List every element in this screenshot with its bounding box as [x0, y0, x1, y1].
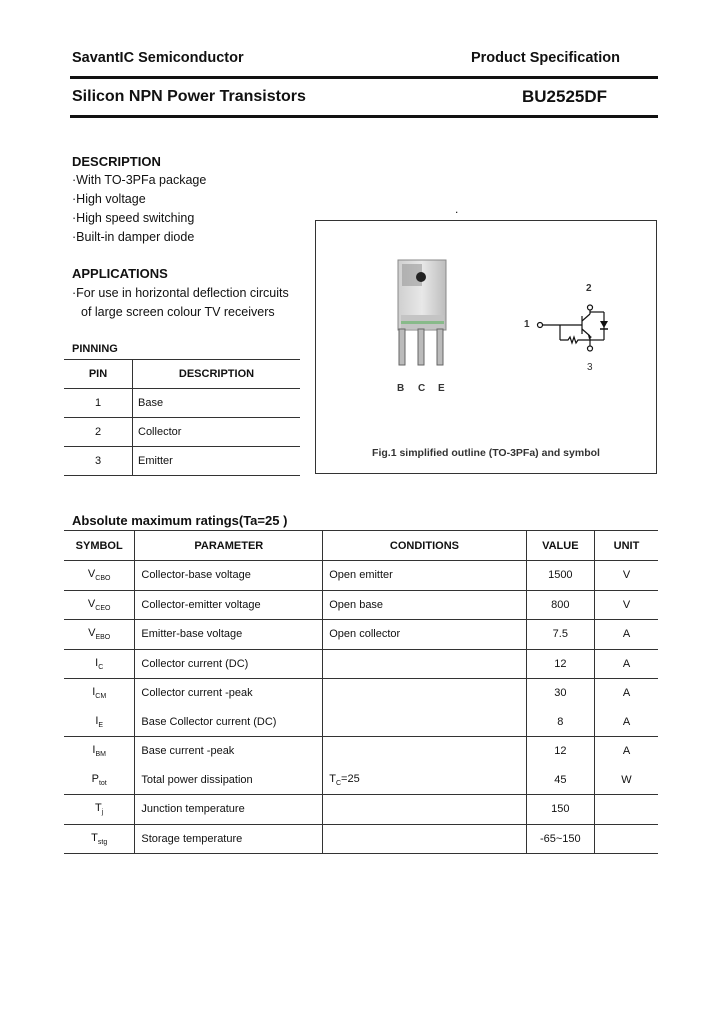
pin-col-header: PIN — [64, 360, 133, 389]
symbol-cell — [64, 824, 135, 854]
conditions-cell — [323, 679, 526, 708]
list-item: ·High speed switching — [72, 211, 195, 225]
parameter-cell: Collector current (DC) — [135, 649, 323, 679]
conditions-cell — [323, 561, 526, 591]
unit-cell: A — [622, 687, 631, 700]
symbol-subscript: CBO — [95, 575, 111, 583]
condition-text: Open emitter — [329, 569, 393, 582]
parameter-cell: Collector current -peak — [135, 679, 323, 708]
pin-description: Collector — [133, 418, 301, 447]
unit-cell: V — [594, 590, 658, 620]
value-col-header: VALUE — [526, 531, 594, 561]
condition-text: Open collector — [329, 628, 401, 641]
table-header-row — [64, 360, 300, 389]
list-item: ·Built-in damper diode — [72, 230, 195, 244]
unit-cell: A — [594, 620, 658, 650]
symbol-cell — [64, 620, 135, 650]
unit-cell — [594, 795, 658, 825]
table-row — [64, 824, 658, 854]
pin-number: 2 — [64, 418, 133, 447]
symbol-letter: I — [95, 714, 99, 727]
symbol-letter: I — [92, 686, 96, 699]
symbol-subscript: CM — [95, 693, 107, 701]
table-row — [64, 737, 658, 766]
pin-description: Emitter — [133, 447, 301, 476]
transistor-symbol-icon — [530, 288, 620, 358]
symbol-cell — [64, 679, 135, 708]
pin-number: 1 — [64, 389, 133, 418]
description-list — [72, 171, 206, 247]
desc-col-header: DESCRIPTION — [133, 360, 301, 389]
part-number: BU2525DF — [522, 87, 608, 106]
header-rule — [70, 76, 658, 79]
description-heading: DESCRIPTION — [72, 154, 161, 169]
symbol-subscript: C — [98, 663, 104, 671]
condition-text: T — [329, 772, 336, 785]
table-row — [64, 795, 658, 825]
conditions-cell — [323, 795, 526, 825]
symbol-subscript: BM — [95, 751, 106, 759]
symbol-subscript: EBO — [95, 634, 111, 642]
symbol-pin-3: 3 — [587, 362, 593, 373]
parameter-cell: Storage temperature — [135, 824, 323, 854]
stray-dot: . — [455, 202, 459, 216]
pinning-table — [64, 359, 300, 476]
table-row — [64, 418, 300, 447]
symbol-subscript: tot — [98, 779, 107, 787]
symbol-letter: V — [88, 627, 96, 640]
unit-cell: A — [594, 649, 658, 679]
company-name: SavantIC Semiconductor — [72, 50, 244, 66]
ratings-table — [64, 530, 658, 854]
table-row — [64, 679, 658, 708]
lead-label-c: C — [418, 383, 426, 394]
symbol-letter: V — [87, 597, 96, 610]
conditions-cell — [323, 766, 526, 795]
value-cell: 8 — [526, 708, 594, 737]
lead-label-b: B — [397, 383, 405, 394]
value-cell: 800 — [526, 590, 594, 620]
condition-text: Open base — [329, 598, 384, 611]
symbol-letter: V — [87, 568, 96, 581]
value-cell: 1500 — [526, 561, 594, 591]
value-cell: -65~150 — [526, 824, 594, 854]
symbol-col-header: SYMBOL — [64, 531, 135, 561]
parameter-cell: Collector-base voltage — [135, 561, 323, 591]
table-header-row — [64, 531, 658, 561]
conditions-cell — [323, 824, 526, 854]
condition-subscript: C — [335, 779, 342, 787]
table-row — [64, 620, 658, 650]
symbol-subscript: E — [98, 721, 104, 729]
parameter-cell: Total power dissipation — [135, 766, 323, 795]
table-row — [64, 708, 658, 737]
symbol-cell — [64, 590, 135, 620]
conditions-cell — [323, 708, 526, 737]
symbol-cell — [64, 795, 135, 825]
ratings-body — [64, 561, 658, 854]
value-cell: 150 — [526, 795, 594, 825]
pin-description: Base — [133, 389, 301, 418]
value-cell: 12 — [526, 649, 594, 679]
pin-number: 3 — [64, 447, 133, 476]
table-row — [64, 389, 300, 418]
condition-tail: =25 — [341, 772, 360, 785]
symbol-subscript: stg — [97, 838, 108, 846]
parameter-cell: Junction temperature — [135, 795, 323, 825]
package-outline-image — [380, 255, 470, 375]
parameter-cell: Collector-emitter voltage — [135, 590, 323, 620]
symbol-cell — [64, 561, 135, 591]
table-row — [64, 561, 658, 591]
symbol-pin-2: 2 — [586, 283, 592, 294]
table-row — [64, 447, 300, 476]
symbol-cell — [64, 737, 135, 766]
value-cell: 7.5 — [526, 620, 594, 650]
unit-cell: A — [622, 745, 631, 758]
symbol-letter: I — [92, 744, 96, 757]
figure-caption: Fig.1 simplified outline (TO-3PFa) and symbol — [372, 447, 600, 459]
pinning-heading: PINNING — [72, 343, 118, 355]
table-row — [64, 649, 658, 679]
conditions-cell — [323, 649, 526, 679]
parameter-cell: Base Collector current (DC) — [135, 708, 323, 737]
symbol-pin-1: 1 — [524, 319, 530, 330]
unit-cell — [594, 824, 658, 854]
value-cell: 30 — [526, 679, 594, 708]
symbol-subscript: CEO — [95, 604, 111, 612]
symbol-letter: T — [95, 802, 102, 815]
parameter-cell: Emitter-base voltage — [135, 620, 323, 650]
symbol-subscript: j — [101, 809, 104, 817]
conditions-cell — [323, 737, 526, 766]
parameter-cell: Base current -peak — [135, 737, 323, 766]
symbol-cell — [64, 708, 135, 737]
value-cell: 12 — [526, 737, 594, 766]
table-row — [64, 590, 658, 620]
unit-cell: W — [594, 766, 658, 795]
symbol-letter: T — [91, 831, 98, 844]
product-line: Silicon NPN Power Transistors — [72, 88, 306, 105]
unit-col-header: UNIT — [594, 531, 658, 561]
applications-heading: APPLICATIONS — [72, 266, 168, 281]
conditions-col-header: CONDITIONS — [323, 531, 526, 561]
unit-cell: A — [594, 708, 658, 737]
title-rule — [70, 115, 658, 118]
list-item: ·High voltage — [72, 192, 146, 206]
unit-cell: V — [594, 561, 658, 591]
list-item: ·With TO-3PFa package — [72, 173, 207, 187]
conditions-cell — [323, 620, 526, 650]
value-cell: 45 — [526, 766, 594, 795]
lead-label-e: E — [438, 383, 445, 394]
doc-type: Product Specification — [470, 50, 620, 66]
symbol-cell — [64, 766, 135, 795]
symbol-cell — [64, 649, 135, 679]
symbol-letter: I — [95, 656, 99, 669]
ratings-title: Absolute maximum ratings(Ta=25 ) — [72, 513, 288, 528]
application-line-2: of large screen colour TV receivers — [81, 305, 275, 319]
parameter-col-header: PARAMETER — [135, 531, 323, 561]
symbol-letter: P — [91, 772, 99, 785]
table-row — [64, 766, 658, 795]
conditions-cell — [323, 590, 526, 620]
application-line-1: ·For use in horizontal deflection circuits — [72, 286, 289, 300]
